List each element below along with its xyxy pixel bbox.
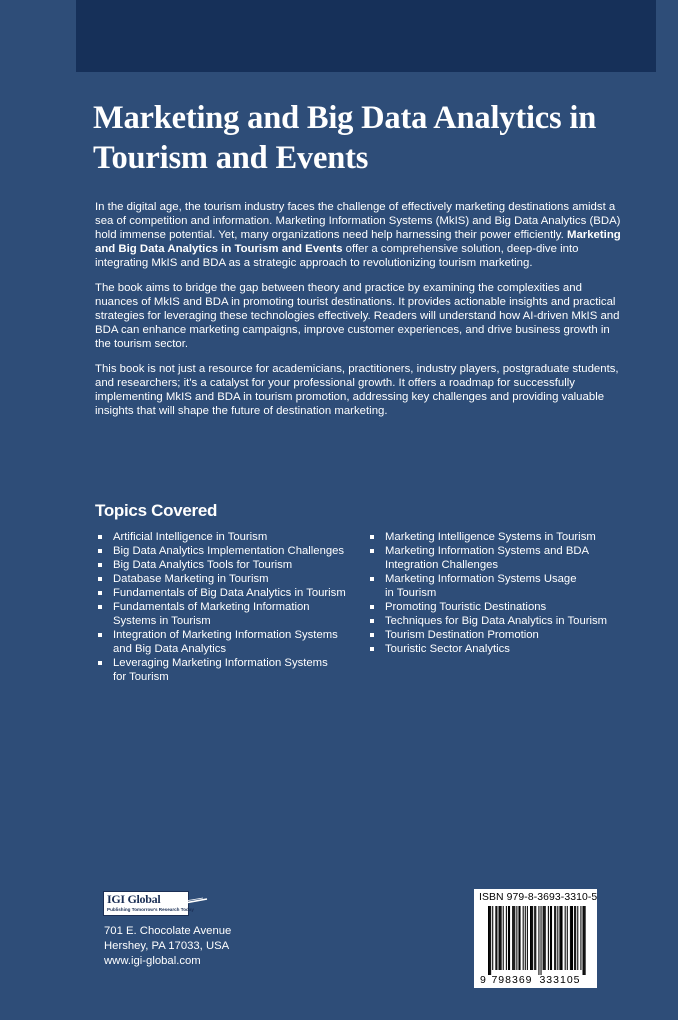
barcode-bar [567, 906, 568, 970]
barcode-bar [518, 906, 519, 970]
description-paragraph-1 [95, 200, 625, 270]
topic-text: in Tourism [385, 587, 437, 599]
bullet-icon [98, 605, 102, 609]
barcode-bar [516, 906, 517, 970]
bullet-icon [370, 633, 374, 637]
topic-item [369, 544, 629, 572]
logo-box [103, 891, 194, 916]
barcode-bar [560, 906, 561, 970]
topic-text: for Tourism [113, 671, 169, 683]
barcode-bar [490, 906, 491, 975]
topic-text: Artificial Intelligence in Tourism [113, 531, 268, 543]
barcode-bar [512, 906, 513, 970]
barcode-bar [534, 906, 535, 970]
topic-item [369, 628, 629, 642]
barcode-bar [527, 906, 528, 970]
topic-item [97, 558, 362, 572]
barcode-bar [572, 906, 573, 970]
barcode-digits: 798369 [491, 974, 533, 985]
logo-name: IGI Global [107, 892, 161, 906]
barcode-bar [499, 906, 500, 970]
topic-text: and Big Data Analytics [113, 643, 227, 655]
topic-text: Systems in Tourism [113, 615, 211, 627]
topic-item [97, 656, 362, 684]
barcode-bar [570, 906, 571, 970]
barcode-bar [577, 906, 578, 970]
barcode-bar [548, 906, 549, 970]
description-p1-text-end: offer a comprehensive solution, deep-dive into integrating MkIS and BDA as a strategic approach to revolutionizing tourism marketing. [95, 243, 579, 269]
barcode-bar [488, 906, 489, 975]
top-color-band [76, 0, 656, 72]
topic-text: Big Data Analytics Implementation Challenges [113, 545, 345, 557]
barcode-bar [583, 906, 584, 975]
description-paragraph-3: This book is not just a resource for academicians, practitioners, industry players, postgraduate students, and researchers; it's a catalyst for your professional growth. It offers a roadmap for successfully implementing MkIS and BDA in tourism promotion, addressing key challenges and providing valuable insights that will shape the future of destination marketing. [95, 363, 619, 417]
topic-text: Big Data Analytics Tools for Tourism [113, 559, 293, 571]
barcode-bar [532, 906, 533, 970]
barcode-bar [584, 906, 585, 975]
topic-item [369, 530, 629, 544]
topic-text: Marketing Information Systems Usage [385, 573, 577, 585]
barcode-bar [565, 906, 566, 970]
barcode-bar [574, 906, 575, 970]
topic-item [97, 586, 362, 600]
publisher-address [104, 924, 231, 969]
barcode-bar [555, 906, 556, 970]
bullet-icon [98, 563, 102, 567]
bullet-icon [370, 605, 374, 609]
barcode-bar [495, 906, 496, 970]
barcode-bar [531, 906, 532, 970]
topic-text: Techniques for Big Data Analytics in Tourism [385, 615, 608, 627]
bullet-icon [98, 535, 102, 539]
topic-item [369, 572, 629, 600]
bullet-icon [370, 577, 374, 581]
topic-item [97, 544, 362, 558]
topic-text: Integration Challenges [385, 559, 499, 571]
barcode-bar [509, 906, 510, 970]
topic-text: Marketing Information Systems and BDA [385, 545, 590, 557]
bullet-icon [98, 633, 102, 637]
barcode-digits: 9 [480, 974, 487, 985]
igi-global-logo [103, 891, 207, 918]
barcode-bar [492, 906, 493, 970]
topic-item [369, 600, 629, 614]
barcode-icon [479, 906, 592, 985]
barcode-bar [562, 906, 563, 970]
barcode-bar [544, 906, 545, 970]
barcode-bar [503, 906, 504, 970]
book-description [95, 200, 625, 429]
isbn-barcode [474, 889, 597, 988]
barcode-bar [501, 906, 502, 970]
barcode-bar [557, 906, 558, 970]
barcode-bar [506, 906, 507, 970]
topic-text: Promoting Touristic Destinations [385, 601, 547, 613]
topic-text: Fundamentals of Marketing Information [113, 601, 310, 613]
barcode-bar [551, 906, 552, 970]
barcode-bar [514, 906, 515, 970]
description-p1-bold-title: Marketing and Big Data Analytics in Tourism and Events [95, 229, 621, 255]
barcode-bar [543, 906, 544, 970]
bullet-icon [98, 549, 102, 553]
topics-heading: Topics Covered [95, 501, 218, 520]
barcode-bar [571, 906, 572, 970]
topics-list-left [97, 530, 362, 684]
topic-text: Database Marketing in Tourism [113, 573, 269, 585]
barcode-bar [535, 906, 536, 970]
barcode-bar [541, 906, 542, 975]
barcode-bar [575, 906, 576, 970]
bullet-icon [370, 549, 374, 553]
barcode-bar [580, 906, 581, 970]
title-line-1: Marketing and Big Data Analytics in [93, 100, 597, 136]
bullet-icon [370, 647, 374, 651]
barcode-bar [559, 906, 560, 970]
barcode-bar [545, 906, 546, 970]
barcode-bar [550, 906, 551, 970]
topic-text: Fundamentals of Big Data Analytics in Tourism [113, 587, 346, 599]
barcode-bar [538, 906, 539, 975]
bullet-icon [370, 619, 374, 623]
topic-text: Tourism Destination Promotion [385, 629, 539, 641]
topic-text: Touristic Sector Analytics [385, 643, 510, 655]
barcode-bar [508, 906, 509, 970]
topic-item [97, 628, 362, 656]
barcode-bar [496, 906, 497, 970]
barcode-bar [554, 906, 555, 970]
publisher-website: www.igi-global.com [104, 955, 201, 967]
topic-item [369, 642, 629, 656]
barcode-bar [500, 906, 501, 970]
title-line-2: Tourism and Events [93, 140, 369, 176]
barcode-bar [520, 906, 521, 970]
bullet-icon [98, 591, 102, 595]
logo-tagline: Publishing Tomorrow's Research Today [107, 907, 194, 912]
address-city: Hershey, PA 17033, USA [104, 940, 230, 952]
barcode-bar [489, 906, 490, 975]
bullet-icon [98, 661, 102, 665]
barcode-bar [585, 906, 586, 975]
isbn-label: ISBN 979-8-3693-3310-5 [479, 892, 598, 903]
barcode-bar [525, 906, 526, 970]
barcode-bar [530, 906, 531, 970]
topic-text: Integration of Marketing Information Systems [113, 629, 338, 641]
address-street: 701 E. Chocolate Avenue [104, 925, 232, 937]
barcode-digits: 333105 [539, 974, 581, 985]
topic-item [97, 572, 362, 586]
barcode-bar [513, 906, 514, 970]
topic-item [97, 600, 362, 628]
topic-text: Marketing Intelligence Systems in Tourism [385, 531, 596, 543]
topic-item [97, 530, 362, 544]
barcode-bar [523, 906, 524, 970]
bullet-icon [370, 535, 374, 539]
description-p1-text: In the digital age, the tourism industry faces the challenge of effectively marketing destinations amidst a sea of competition and information. Marketing Information Systems (MkIS) and Big Data Analytics (BDA) hold immense potential. Yet, many organizations need help harnessing their power efficiently. [95, 201, 621, 241]
topic-text: Leveraging Marketing Information Systems [113, 657, 328, 669]
bullet-icon [98, 577, 102, 581]
description-paragraph-2: The book aims to bridge the gap between theory and practice by examining the complexities and nuances of MkIS and BDA in promoting tourist destinations. It provides actionable insights and practical strategies for leveraging these technologies effectively. Readers will understand how AI-driven MkIS and BDA can enhance marketing campaigns, improve customer experiences, and drive business growth in the tourism sector. [95, 282, 620, 350]
logo-swoosh-icon [185, 897, 209, 905]
book-title [93, 98, 653, 178]
topic-item [369, 614, 629, 628]
topics-list-right [369, 530, 629, 656]
